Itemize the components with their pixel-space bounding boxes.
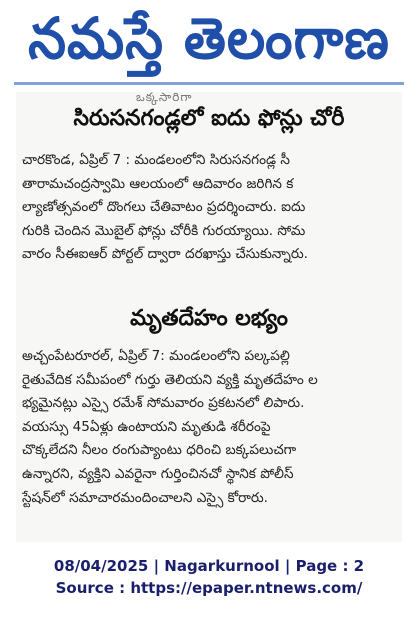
footer-date-edition-page: 08/04/2025 | Nagarkurnool | Page : 2 (53, 557, 365, 575)
clipping-top-fragment: ఒక్కసారిగా (136, 90, 193, 104)
article2-line: వయస్సు 45ఏళ్లు ఉంటాయని మృతుడి శరీరంపై (22, 418, 271, 435)
article1-line: చారకొండ, ఏప్రిల్ 7 : మండలంలోని సిరుసనగండ్ల సీ (22, 152, 290, 168)
masthead-title: నమస్తే తెలంగాణ (28, 5, 390, 72)
newspaper-masthead (0, 4, 418, 80)
article1-line: ల్యాణోత్సవంలో దొంగలు చేతివాటం ప్రదర్శించారు. ఐదు (22, 199, 306, 216)
article1-line: వారం సీఈఐఆర్ పోర్టల్ ద్వారా దరఖాస్తు చేసుకున్నారు. (22, 246, 308, 263)
article1-headline: సిరుసనగండ్లలో ఐదు ఫోన్లు చోరీ (73, 106, 345, 131)
news-clipping (16, 92, 402, 542)
article1-body (22, 149, 398, 267)
article2-line: అచ్చంపేటరూరల్, ఏప్రిల్ 7: మండలంలోని పల్కపల్లి (22, 348, 290, 364)
masthead-rule (14, 82, 404, 85)
article2-line: చొక్కలేదని నీలం రంగుప్యాంటు ధరించి బక్కపలుచగా (22, 442, 297, 459)
article2-line: స్టేషన్‌లో సమాచారమందించాలని ఎస్సై కోరారు. (22, 489, 268, 506)
footer-source: Source : https://epaper.ntnews.com/ (55, 579, 363, 597)
article2-line: రైతువేదిక సమీపంలో గుర్తు తెలియని వ్యక్తి మృతదేహం ల (22, 371, 318, 388)
article2-line: భ్యమైనట్లు ఎస్సై రమేశ్ సోమవారం ప్రకటనలో లిపారు. (22, 395, 305, 412)
article1-line: గురికి చెందిన మొబైల్ ఫోన్లు చోరీకి గురయ్యాయి. సోమ (22, 222, 306, 239)
article2-line: ఉన్నారని, వ్యక్తిని ఎవరైనా గుర్తించినచో స్థానిక పోలీస్ (22, 465, 294, 482)
article2-body (22, 345, 398, 510)
article1-line: తారామచంద్రస్వామి ఆలయంలో ఆదివారం జరిగిన క (22, 175, 294, 192)
article2-headline: మృతదేహం లభ్యం (130, 306, 288, 331)
